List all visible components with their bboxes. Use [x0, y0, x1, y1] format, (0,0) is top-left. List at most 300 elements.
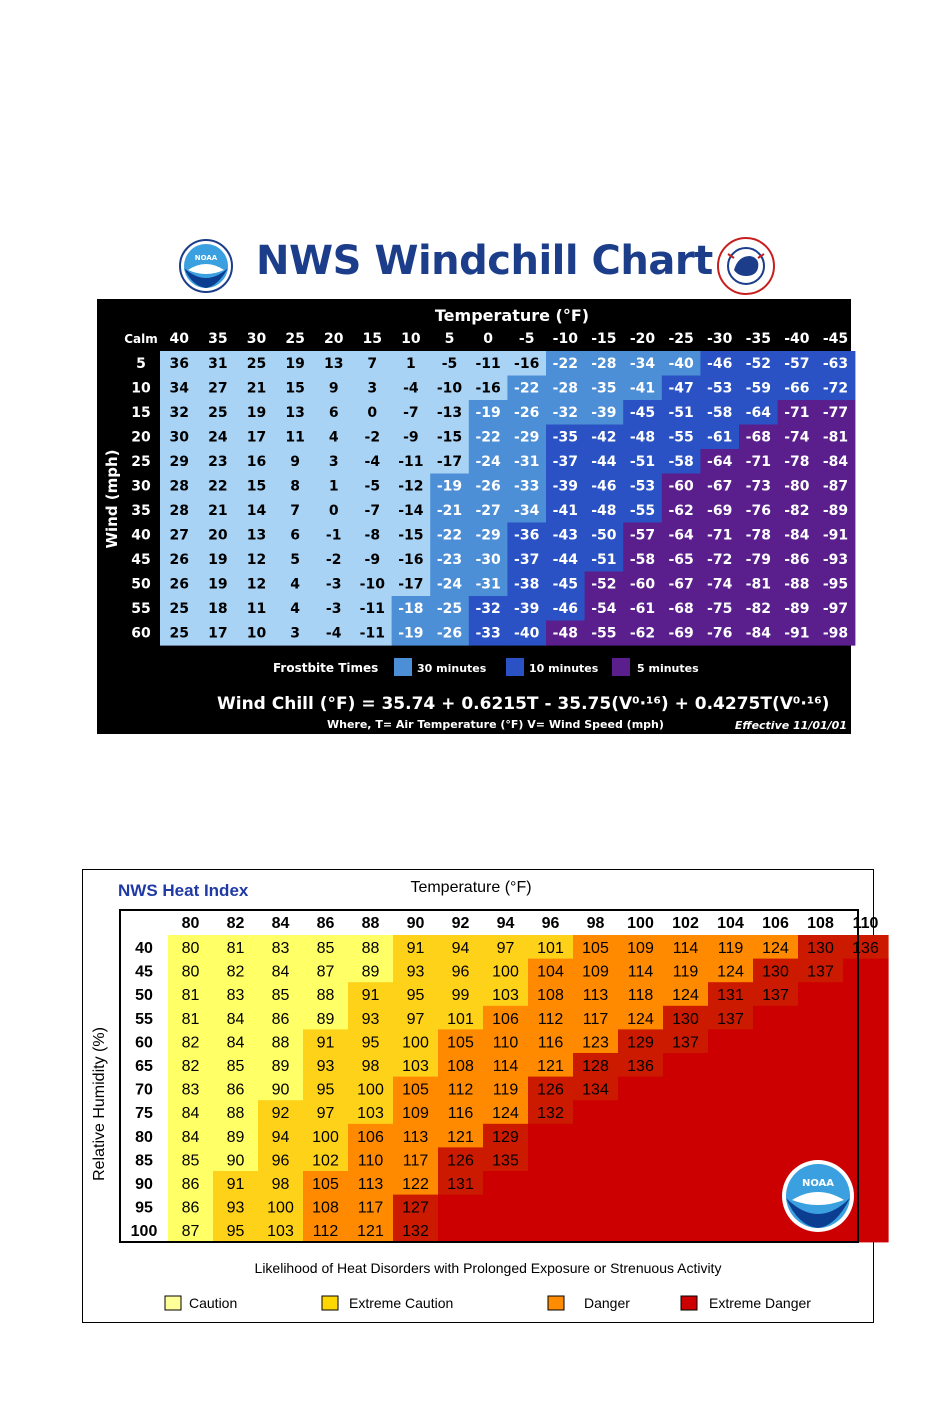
windchill-value: -58 [707, 405, 733, 421]
windchill-value: 7 [290, 503, 300, 519]
heat-index-chart [82, 869, 879, 1323]
windchill-value: -27 [475, 503, 501, 519]
heat-index-value: 100 [357, 1081, 384, 1099]
windchill-value: 13 [285, 405, 305, 421]
heat-index-cell [708, 1195, 754, 1219]
heat-index-value: 135 [492, 1152, 519, 1170]
heat-temp-col-label: 82 [226, 915, 245, 932]
wind-row-label: 20 [131, 429, 151, 446]
wind-row-label: 50 [131, 576, 151, 593]
heat-index-cell [753, 1053, 799, 1077]
heat-index-cell [753, 1029, 799, 1053]
heat-index-cell [843, 1218, 889, 1242]
heat-index-value: 90 [271, 1081, 290, 1099]
windchill-value: -35 [591, 380, 617, 397]
heat-index-value: 96 [451, 963, 470, 981]
heat-index-value: 83 [271, 940, 290, 957]
heat-humidity-row-label: 100 [130, 1223, 158, 1241]
heat-index-value: 126 [537, 1081, 564, 1099]
heat-index-value: 119 [717, 940, 744, 957]
temp-col-label: 25 [285, 331, 305, 347]
heat-index-cell [618, 1077, 664, 1101]
windchill-value: -29 [514, 429, 540, 446]
heat-index-value: 87 [181, 1223, 200, 1241]
temp-col-label: 5 [444, 331, 455, 347]
windchill-chart [97, 299, 851, 734]
legend-extreme-danger-swatch [681, 1296, 697, 1310]
heat-index-cell [708, 1218, 754, 1242]
windchill-value: 15 [285, 380, 305, 397]
windchill-value: -57 [784, 356, 810, 372]
heat-index-cell [708, 1029, 754, 1053]
heat-index-cell [843, 1006, 889, 1030]
heat-index-value: 117 [357, 1199, 384, 1217]
heat-index-cell [528, 1218, 574, 1242]
windchill-value: -57 [629, 527, 656, 544]
windchill-value: -28 [552, 380, 578, 397]
windchill-value: 28 [169, 503, 190, 519]
windchill-value: 23 [208, 454, 228, 470]
heat-index-value: 136 [852, 940, 879, 957]
heat-index-value: 82 [181, 1034, 200, 1052]
heat-index-value: 108 [447, 1058, 474, 1075]
heat-temp-col-label: 106 [762, 915, 789, 932]
windchill-value: -98 [822, 625, 849, 642]
windchill-value: -44 [552, 552, 578, 568]
windchill-value: -60 [629, 576, 656, 593]
windchill-value: -55 [629, 503, 656, 519]
temp-col-label: -30 [707, 331, 733, 347]
heat-index-value: 137 [762, 987, 789, 1005]
heat-index-cell [753, 1124, 799, 1148]
heat-humidity-row-label: 70 [135, 1081, 153, 1099]
heat-index-value: 103 [492, 987, 519, 1005]
windchill-value: -39 [514, 601, 540, 617]
wind-row-label: 15 [131, 405, 151, 421]
heat-index-value: 91 [226, 1176, 245, 1193]
windchill-value: 1 [328, 478, 339, 495]
wind-row-label: 25 [131, 454, 151, 470]
windchill-value: 0 [328, 503, 339, 519]
temp-col-label: 35 [208, 331, 228, 347]
temp-col-label: 30 [246, 331, 267, 347]
heat-index-cell [483, 1171, 529, 1195]
heat-temp-col-label: 110 [852, 915, 879, 932]
temp-col-label: 0 [483, 331, 493, 347]
windchill-value: 13 [246, 527, 267, 544]
heat-index-value: 90 [226, 1152, 245, 1170]
windchill-value: -25 [436, 601, 463, 617]
heat-index-value: 100 [402, 1034, 429, 1052]
windchill-value: 25 [246, 356, 267, 372]
temperature-axis-label: Temperature (°F) [434, 306, 590, 325]
heat-index-cell [663, 1147, 709, 1171]
heat-index-value: 130 [762, 963, 789, 981]
heat-index-value: 95 [226, 1223, 245, 1241]
heat-index-value: 94 [271, 1128, 290, 1146]
windchill-value: 7 [367, 356, 378, 372]
windchill-value: -10 [436, 380, 463, 397]
heat-index-cell [798, 1006, 844, 1030]
heat-index-value: 117 [402, 1152, 429, 1170]
heat-index-svg [83, 870, 879, 1322]
heat-index-value: 80 [181, 963, 200, 981]
heat-index-cell [708, 1053, 754, 1077]
windchill-value: -41 [552, 503, 578, 519]
temp-col-label: 10 [401, 331, 421, 347]
windchill-value: -67 [668, 576, 694, 593]
windchill-value: -82 [745, 601, 771, 617]
heat-index-value: 128 [582, 1058, 609, 1075]
wind-row-label: 40 [131, 527, 151, 544]
windchill-value: -24 [475, 454, 501, 470]
windchill-value: -12 [398, 478, 424, 495]
heat-index-value: 89 [316, 1010, 335, 1028]
windchill-value: -37 [552, 454, 578, 470]
heat-index-value: 95 [316, 1081, 335, 1099]
windchill-value: -17 [436, 454, 463, 470]
windchill-value: -16 [398, 552, 424, 568]
legend-extreme-caution-label: Extreme Caution [349, 1295, 454, 1311]
heat-index-cell [753, 1006, 799, 1030]
heat-index-value: 132 [402, 1223, 429, 1241]
windchill-value: -87 [822, 478, 849, 495]
heat-index-cell [843, 1124, 889, 1148]
windchill-value: -76 [745, 503, 771, 519]
windchill-value: -52 [745, 356, 771, 372]
heat-index-cell [843, 1029, 889, 1053]
windchill-value: -7 [403, 405, 419, 421]
temp-col-label: -35 [745, 331, 771, 347]
windchill-value: -18 [398, 601, 424, 617]
heat-index-cell [708, 1171, 754, 1195]
windchill-value: -9 [403, 429, 419, 446]
heat-index-cell [708, 1124, 754, 1148]
windchill-value: 3 [290, 625, 300, 642]
windchill-value: -31 [514, 454, 540, 470]
windchill-value: 21 [208, 503, 228, 519]
windchill-value: 29 [169, 454, 190, 470]
windchill-value: -46 [707, 356, 733, 372]
windchill-value: -35 [552, 429, 578, 446]
windchill-value: -23 [436, 552, 463, 568]
windchill-value: -65 [668, 552, 694, 568]
windchill-value: -4 [325, 625, 342, 642]
heat-index-cell [573, 1100, 619, 1124]
heat-index-value: 83 [181, 1081, 200, 1099]
heat-index-value: 136 [627, 1058, 654, 1075]
wind-row-label: 10 [131, 380, 151, 397]
windchill-value: -97 [822, 601, 849, 617]
heat-temp-col-label: 104 [717, 915, 744, 932]
heat-index-cell [663, 1195, 709, 1219]
windchill-value: -4 [403, 380, 419, 397]
heat-index-cell [618, 1124, 664, 1148]
heat-index-value: 123 [582, 1034, 609, 1052]
heat-index-value: 88 [271, 1034, 290, 1052]
heat-index-cell [573, 1171, 619, 1195]
heat-index-value: 113 [402, 1128, 429, 1146]
heat-humidity-row-label: 55 [135, 1010, 153, 1028]
windchill-value: -33 [475, 625, 501, 642]
windchill-value: 36 [169, 356, 190, 372]
windchill-value: 19 [246, 405, 267, 421]
heat-index-value: 109 [582, 963, 609, 981]
windchill-value: -21 [436, 503, 463, 519]
heat-index-cell [798, 1100, 844, 1124]
heat-humidity-row-label: 65 [135, 1058, 153, 1075]
windchill-value: 16 [246, 454, 267, 470]
heat-index-cell [753, 1147, 799, 1171]
heat-index-cell [843, 1077, 889, 1101]
windchill-value: 6 [328, 405, 339, 421]
heat-index-value: 80 [181, 940, 200, 957]
windchill-value: -38 [514, 576, 540, 593]
windchill-value: 13 [323, 356, 344, 372]
heat-index-cell [798, 982, 844, 1006]
heat-index-cell [663, 1100, 709, 1124]
windchill-value: 25 [208, 405, 228, 421]
windchill-formula: Wind Chill (°F) = 35.74 + 0.6215T - 35.75(V⁰·¹⁶) + 0.4275T(V⁰·¹⁶) [217, 694, 830, 714]
heat-index-cell [708, 1147, 754, 1171]
heat-index-cell [438, 1195, 484, 1219]
heat-index-value: 100 [267, 1199, 294, 1217]
windchill-value: -68 [745, 429, 771, 446]
windchill-value: -55 [668, 429, 694, 446]
heat-index-cell [843, 1147, 889, 1171]
frostbite-legend-label: Frostbite Times [273, 661, 379, 675]
heat-index-value: 108 [537, 987, 564, 1005]
windchill-value: -51 [668, 405, 694, 421]
temp-col-label: -25 [668, 331, 694, 347]
heat-index-value: 126 [447, 1152, 474, 1170]
windchill-value: -11 [475, 356, 501, 372]
heat-index-cell [753, 1218, 799, 1242]
windchill-value: 25 [169, 625, 190, 642]
windchill-effective: Effective 11/01/01 [734, 719, 847, 732]
heat-index-value: 89 [226, 1128, 245, 1146]
heat-index-cell [843, 959, 889, 983]
windchill-svg [97, 299, 851, 734]
heat-index-value: 114 [672, 940, 699, 957]
heat-index-value: 100 [312, 1128, 339, 1146]
windchill-value: 1 [406, 356, 416, 372]
windchill-value: -51 [591, 552, 617, 568]
heat-index-value: 104 [537, 963, 564, 981]
heat-index-value: 98 [361, 1058, 380, 1075]
windchill-value: -69 [707, 503, 733, 519]
windchill-value: 17 [208, 625, 228, 642]
windchill-value: -62 [629, 625, 656, 642]
legend-30min-label: 30 minutes [417, 662, 487, 675]
windchill-value: -4 [364, 454, 381, 470]
temp-col-label: -15 [591, 331, 617, 347]
heat-humidity-row-label: 45 [135, 963, 153, 981]
heat-index-value: 113 [582, 987, 609, 1005]
windchill-value: -81 [822, 429, 849, 446]
heat-index-value: 92 [271, 1105, 290, 1123]
windchill-value: -53 [629, 478, 656, 495]
heat-humidity-row-label: 95 [135, 1199, 153, 1217]
legend-danger-label: Danger [584, 1295, 630, 1311]
heat-index-value: 101 [447, 1010, 474, 1028]
heat-index-value: 97 [496, 940, 515, 957]
heat-index-value: 94 [451, 940, 470, 957]
windchill-value: -15 [436, 429, 463, 446]
windchill-value: -71 [707, 527, 733, 544]
heat-humidity-row-label: 75 [135, 1105, 153, 1123]
windchill-value: -39 [591, 405, 617, 421]
heat-index-value: 93 [361, 1010, 380, 1028]
windchill-value: -34 [514, 503, 540, 519]
svg-text:NOAA: NOAA [801, 1178, 835, 1189]
heat-index-value: 132 [537, 1105, 564, 1123]
windchill-value: -58 [629, 552, 656, 568]
windchill-value: -64 [745, 405, 771, 421]
legend-5min-swatch [612, 658, 630, 676]
heat-index-cell [663, 1124, 709, 1148]
noaa-logo [178, 238, 234, 294]
windchill-value: 10 [246, 625, 267, 642]
heat-index-cell [798, 1124, 844, 1148]
heat-index-value: 91 [316, 1034, 335, 1052]
heat-index-value: 137 [672, 1034, 699, 1052]
heat-index-value: 119 [492, 1081, 519, 1099]
heat-index-value: 89 [361, 963, 380, 981]
windchill-value: -3 [325, 601, 342, 617]
windchill-value: -67 [707, 478, 733, 495]
heat-index-value: 137 [717, 1010, 744, 1028]
heat-index-value: 124 [627, 1010, 654, 1028]
windchill-value: -15 [398, 527, 424, 544]
windchill-value: -77 [822, 405, 849, 421]
windchill-value: -52 [591, 576, 617, 593]
heat-index-cell [528, 1195, 574, 1219]
windchill-value: -28 [591, 356, 617, 372]
heat-index-cell [483, 1195, 529, 1219]
windchill-value: 5 [290, 552, 300, 568]
heat-temp-col-label: 96 [541, 915, 560, 932]
heat-index-cell [843, 1100, 889, 1124]
temp-col-label: 40 [169, 331, 190, 347]
heat-index-value: 121 [537, 1058, 564, 1075]
windchill-value: -64 [707, 454, 733, 470]
windchill-value: -22 [436, 527, 463, 544]
heat-index-value: 88 [316, 987, 335, 1005]
legend-5min-label: 5 minutes [637, 662, 699, 675]
windchill-value: -50 [591, 527, 617, 544]
windchill-value: 27 [208, 380, 228, 397]
windchill-value: 32 [169, 405, 190, 421]
heat-index-value: 85 [271, 987, 290, 1005]
windchill-value: -48 [552, 625, 578, 642]
windchill-value: -26 [475, 478, 501, 495]
heat-index-value: 96 [271, 1152, 290, 1170]
heat-index-value: 114 [627, 963, 654, 981]
heat-index-value: 81 [181, 987, 200, 1005]
heat-index-cell [843, 982, 889, 1006]
windchill-value: -86 [784, 552, 810, 568]
heat-index-value: 93 [316, 1058, 335, 1075]
windchill-value: -46 [552, 601, 578, 617]
windchill-value: -7 [364, 503, 381, 519]
heat-index-value: 81 [181, 1010, 200, 1028]
heat-index-cell [618, 1218, 664, 1242]
heat-index-value: 89 [271, 1058, 290, 1075]
windchill-value: 31 [208, 356, 228, 372]
windchill-value: -60 [668, 478, 694, 495]
heat-index-value: 124 [717, 963, 744, 981]
heat-index-value: 110 [357, 1152, 384, 1170]
windchill-value: -3 [325, 576, 342, 593]
heat-index-value: 106 [357, 1128, 384, 1146]
heat-index-cell [753, 1100, 799, 1124]
heat-index-value: 99 [451, 987, 470, 1005]
windchill-value: 11 [285, 429, 305, 446]
heat-temp-col-label: 94 [496, 915, 515, 932]
windchill-value: -5 [364, 478, 381, 495]
windchill-value: 11 [246, 601, 267, 617]
windchill-value: -40 [514, 625, 540, 642]
legend-30min-swatch [394, 658, 412, 676]
windchill-value: -32 [552, 405, 578, 421]
heat-index-value: 82 [226, 963, 245, 981]
windchill-value: -95 [822, 576, 849, 593]
windchill-value: -48 [591, 503, 617, 519]
heat-index-value: 110 [492, 1034, 519, 1052]
wind-row-label: 5 [136, 356, 146, 372]
heat-index-value: 84 [226, 1034, 245, 1052]
windchill-value: -82 [784, 503, 810, 519]
heat-index-cell [528, 1147, 574, 1171]
heat-index-cell [573, 1218, 619, 1242]
windchill-value: 3 [328, 454, 339, 470]
heat-temp-col-label: 90 [406, 915, 425, 932]
windchill-value: -19 [475, 405, 501, 421]
heat-index-value: 81 [226, 940, 245, 957]
heat-index-value: 95 [406, 987, 425, 1005]
heat-index-value: 116 [447, 1105, 474, 1123]
windchill-value: -61 [707, 429, 733, 446]
windchill-value: 28 [169, 478, 190, 495]
heat-temp-col-label: 100 [627, 915, 654, 932]
windchill-value: -19 [398, 625, 424, 642]
heat-index-value: 93 [226, 1199, 245, 1217]
heat-index-cell [798, 1053, 844, 1077]
windchill-value: -26 [514, 405, 540, 421]
temp-col-label: -45 [822, 331, 849, 347]
windchill-value: -46 [591, 478, 617, 495]
windchill-value: -66 [784, 380, 810, 397]
heat-index-value: 108 [312, 1199, 339, 1217]
heat-index-cell [618, 1195, 664, 1219]
heat-index-value: 84 [271, 963, 290, 981]
heat-index-value: 91 [406, 940, 425, 957]
windchill-value: 24 [208, 429, 228, 446]
heat-index-title: NWS Heat Index [118, 881, 249, 900]
heat-index-value: 83 [226, 987, 245, 1005]
windchill-value: -45 [552, 576, 578, 593]
windchill-value: -9 [364, 552, 381, 568]
heat-index-value: 85 [181, 1152, 200, 1170]
windchill-value: -48 [629, 429, 656, 446]
windchill-value: -72 [707, 552, 733, 568]
temp-col-label: 15 [362, 331, 383, 347]
windchill-value: -84 [822, 454, 849, 470]
heat-likelihood-caption: Likelihood of Heat Disorders with Prolonged Exposure or Strenuous Activity [254, 1260, 722, 1276]
heat-temperature-label: Temperature (°F) [410, 879, 532, 896]
windchill-value: 17 [246, 429, 267, 446]
